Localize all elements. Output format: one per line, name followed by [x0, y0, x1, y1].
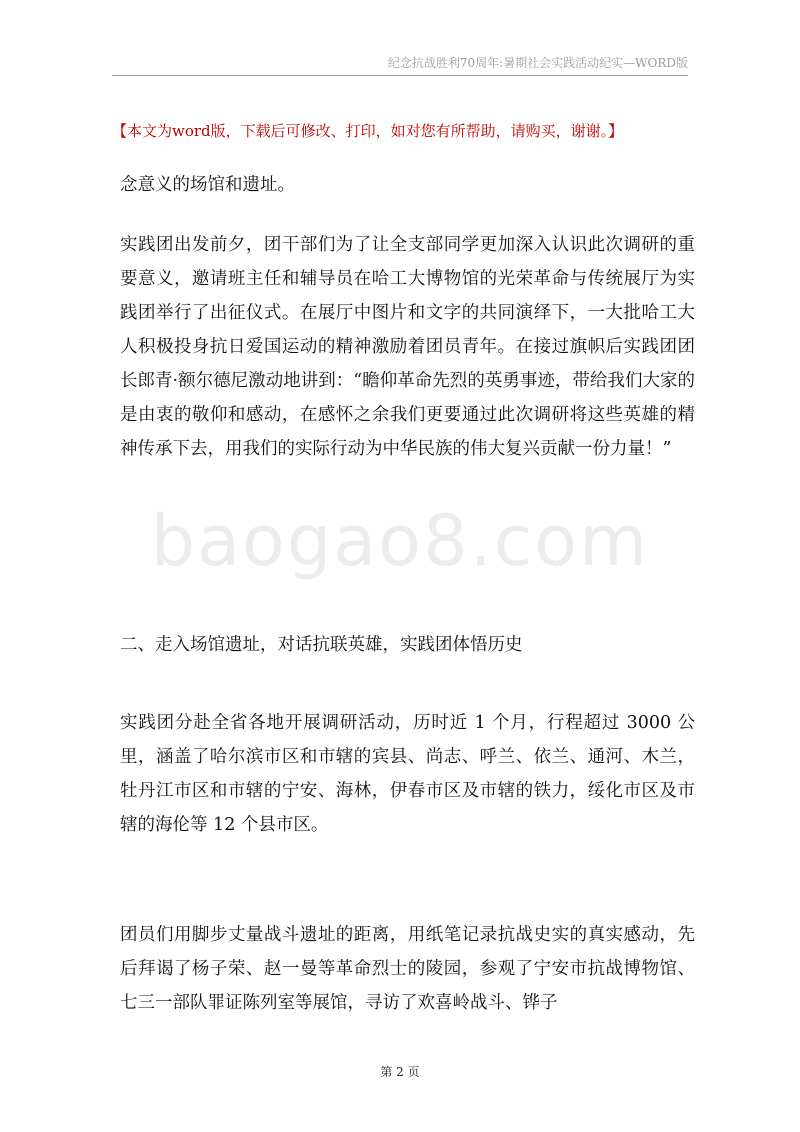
page-number: 第 2 页 — [380, 1065, 420, 1079]
paragraph-4: 团员们用脚步丈量战斗遗址的距离，用纸笔记录抗战史实的真实感动，先后拜谒了杨子荣、赵一曼等革命烈士的陵园，参观了宁安市抗战博物馆、七三一部队罪证陈列室等展馆，寻访了欢喜岭战斗、铧子 — [120, 925, 695, 1013]
paragraph-1: 念意义的场馆和遗址。 — [120, 175, 295, 195]
paragraph-2: 实践团出发前夕，团干部们为了让全支部同学更加深入认识此次调研的重要意义，邀请班主任和辅导员在哈工大博物馆的光荣革命与传统展厅为实践团举行了出征仪式。在展厅中图片和文字的共同演绎下，一大批哈工大人积极投身抗日爱国运动的精神激励着团员青年。在接过旗帜后实践团团长郎青·额尔德尼激动地讲到：“瞻仰革命先烈的英勇事迹，带给我们大家的是由衷的敬仰和感动，在感怀之余我们更要通过此次调研将这些英雄的精神传承下去，用我们的实际行动为中华民族的伟大复兴贡献一份力量！” — [120, 235, 695, 459]
header-divider — [112, 75, 688, 76]
watermark: baogao8.com — [150, 500, 650, 582]
download-notice: 【本文为word版，下载后可修改、打印，如对您有所帮助，请购买，谢谢。】 — [112, 122, 624, 140]
section-heading: 二、走入场馆遗址，对话抗联英雄，实践团体悟历史 — [120, 635, 523, 655]
page-header-title: 纪念抗战胜利70周年:暑期社会实践活动纪实—WORD版 — [387, 56, 688, 70]
paragraph-3: 实践团分赴全省各地开展调研活动，历时近 1 个月，行程超过 3000 公里，涵盖了哈尔滨市区和市辖的宾县、尚志、呼兰、依兰、通河、木兰，牡丹江市区和市辖的宁安、海林，伊春市区及市辖的铁力，绥化市区及市辖的海伦等 12 个县市区。 — [120, 713, 695, 835]
